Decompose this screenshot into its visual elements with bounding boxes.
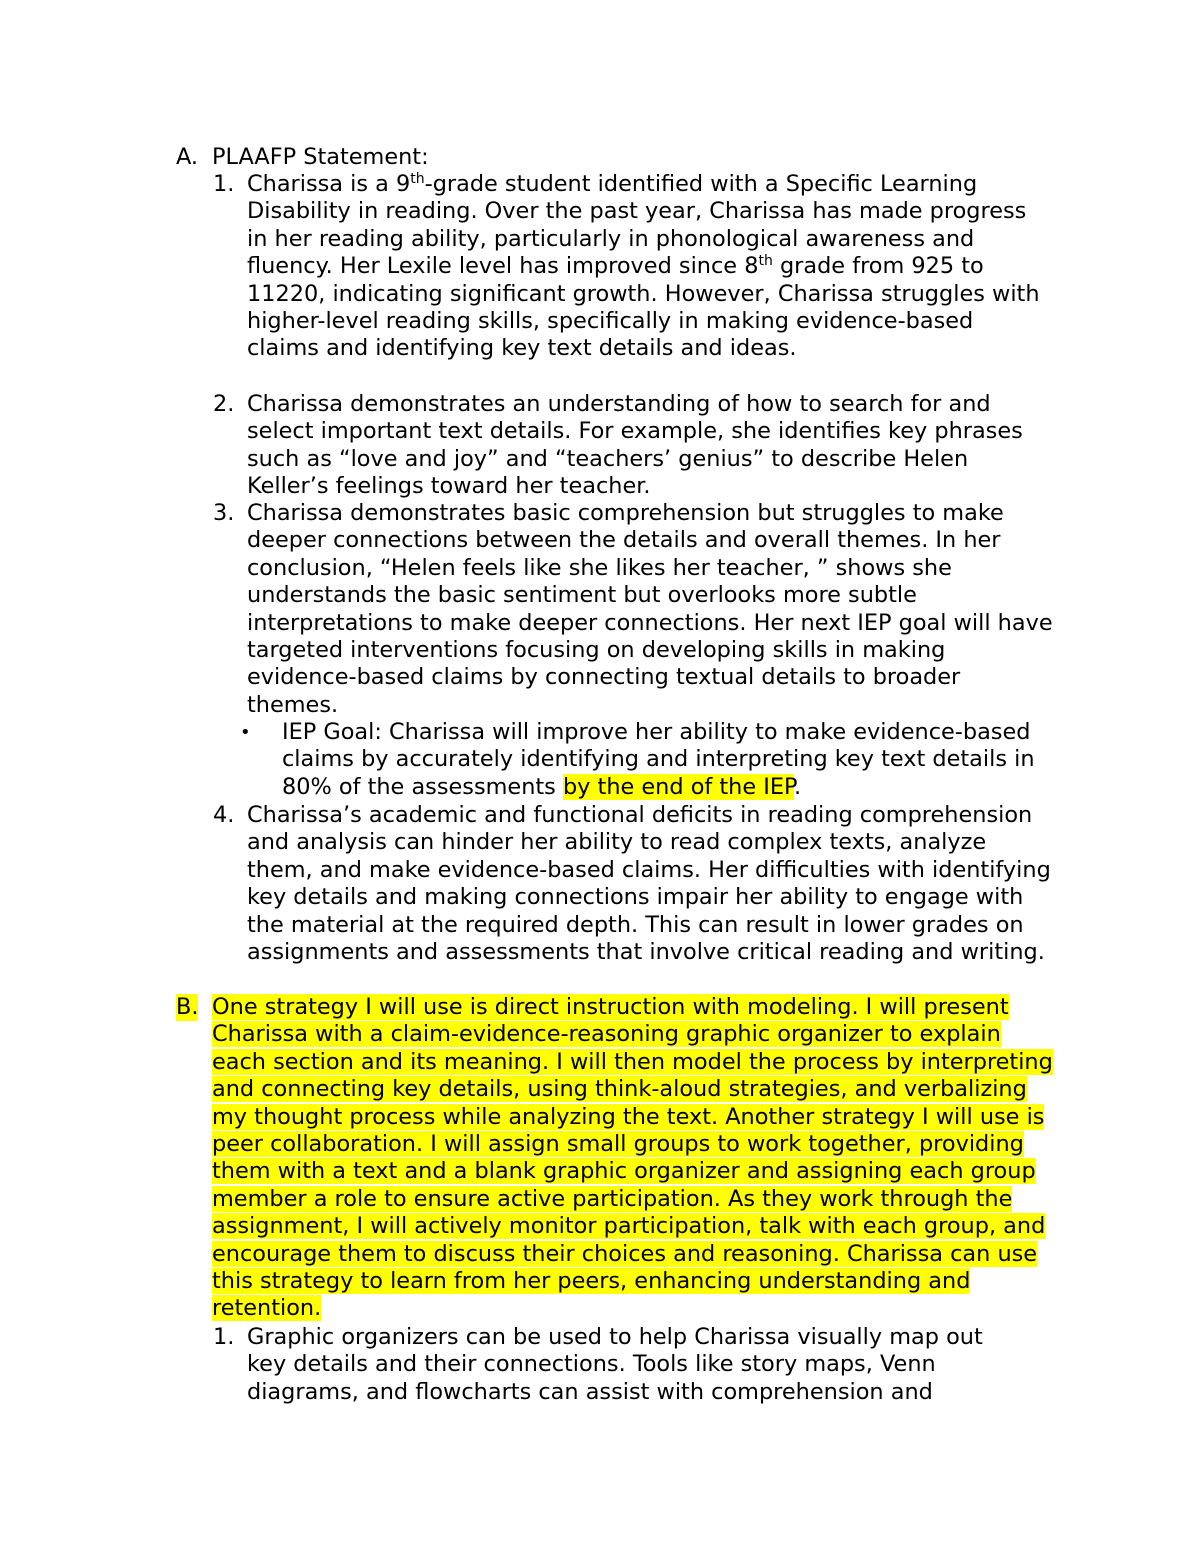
section-b-text: One strategy I will use is direct instruction with modeling. I will present Charissa with a claim-evidence-reasoning graphic organizer to explain each section and its meaning. I will then model the process by interpreting and connecting key details, using think-aloud strategies, and verbalizing my thought process while analyzing the text. Another strategy I will use is peer collaboration. I will assign small groups to work together, providing them with a text and a blank graphic organizer and assigning each group member a role to ensure active participation. As they work through the assignment, I will actively monitor participation, talk with each group, and encourage them to discuss their choices and reasoning. Charissa can use this strategy to learn from her peers, enhancing understanding and retention.	[212, 994, 1053, 1322]
section-b-marker: B.	[176, 994, 199, 1020]
item-text: Charissa demonstrates an understanding of how to search for and select important text details. For example, she identifies key phrases such as “love and joy” and “teachers’ genius” to describe Helen Keller’s feelings toward her teacher.	[247, 391, 1023, 500]
item-text: Charissa’s academic and functional deficits in reading comprehension and analysis can hinder her ability to read complex texts, analyze them, and make evidence-based claims. Her difficulties with identifying key details and making connections impair her ability to engage with the material at the required depth. This can result in lower grades on assignments and assessments that involve critical reading and writing.	[247, 802, 1051, 966]
item-marker: 4.	[213, 802, 235, 828]
bullet-text: IEP Goal: Charissa will improve her ability to make evidence-based claims by accurately identifying and interpreting key text details in 80% of the assessments by the end of the IEP.	[282, 719, 1035, 800]
item-text: Charissa is a 9th-grade student identified with a Specific Learning Disability in reading. Over the past year, Charissa has made progress in her reading ability, particularly in phonological awareness and fluency. Her Lexile level has improved since 8th grade from 925 to 11220, indicating significant growth. However, Charissa struggles with higher-level reading skills, specifically in making evidence-based claims and identifying key text details and ideas.	[247, 171, 1040, 362]
item-marker: 3.	[213, 500, 235, 526]
item-marker: 1.	[213, 1324, 235, 1350]
bullet-marker: •	[240, 722, 251, 743]
item-text: Charissa demonstrates basic comprehension but struggles to make deeper connections between the details and overall themes. In her conclusion, “Helen feels like she likes her teacher, ” shows she understands the basic sentiment but overlooks more subtle interpretations to make deeper connections. Her next IEP goal will have targeted interventions focusing on developing skills in making evidence-based claims by connecting textual details to broader themes.	[247, 500, 1053, 718]
item-text: Graphic organizers can be used to help Charissa visually map out key details and their connections. Tools like story maps, Venn diagrams, and flowcharts can assist with comprehension and	[247, 1324, 983, 1405]
section-a-title: PLAAFP Statement:	[212, 144, 429, 170]
item-marker: 1.	[213, 171, 235, 197]
highlighted-text: by the end of the IEP	[562, 773, 795, 800]
item-marker: 2.	[213, 391, 235, 417]
section-a-marker: A.	[176, 144, 199, 170]
